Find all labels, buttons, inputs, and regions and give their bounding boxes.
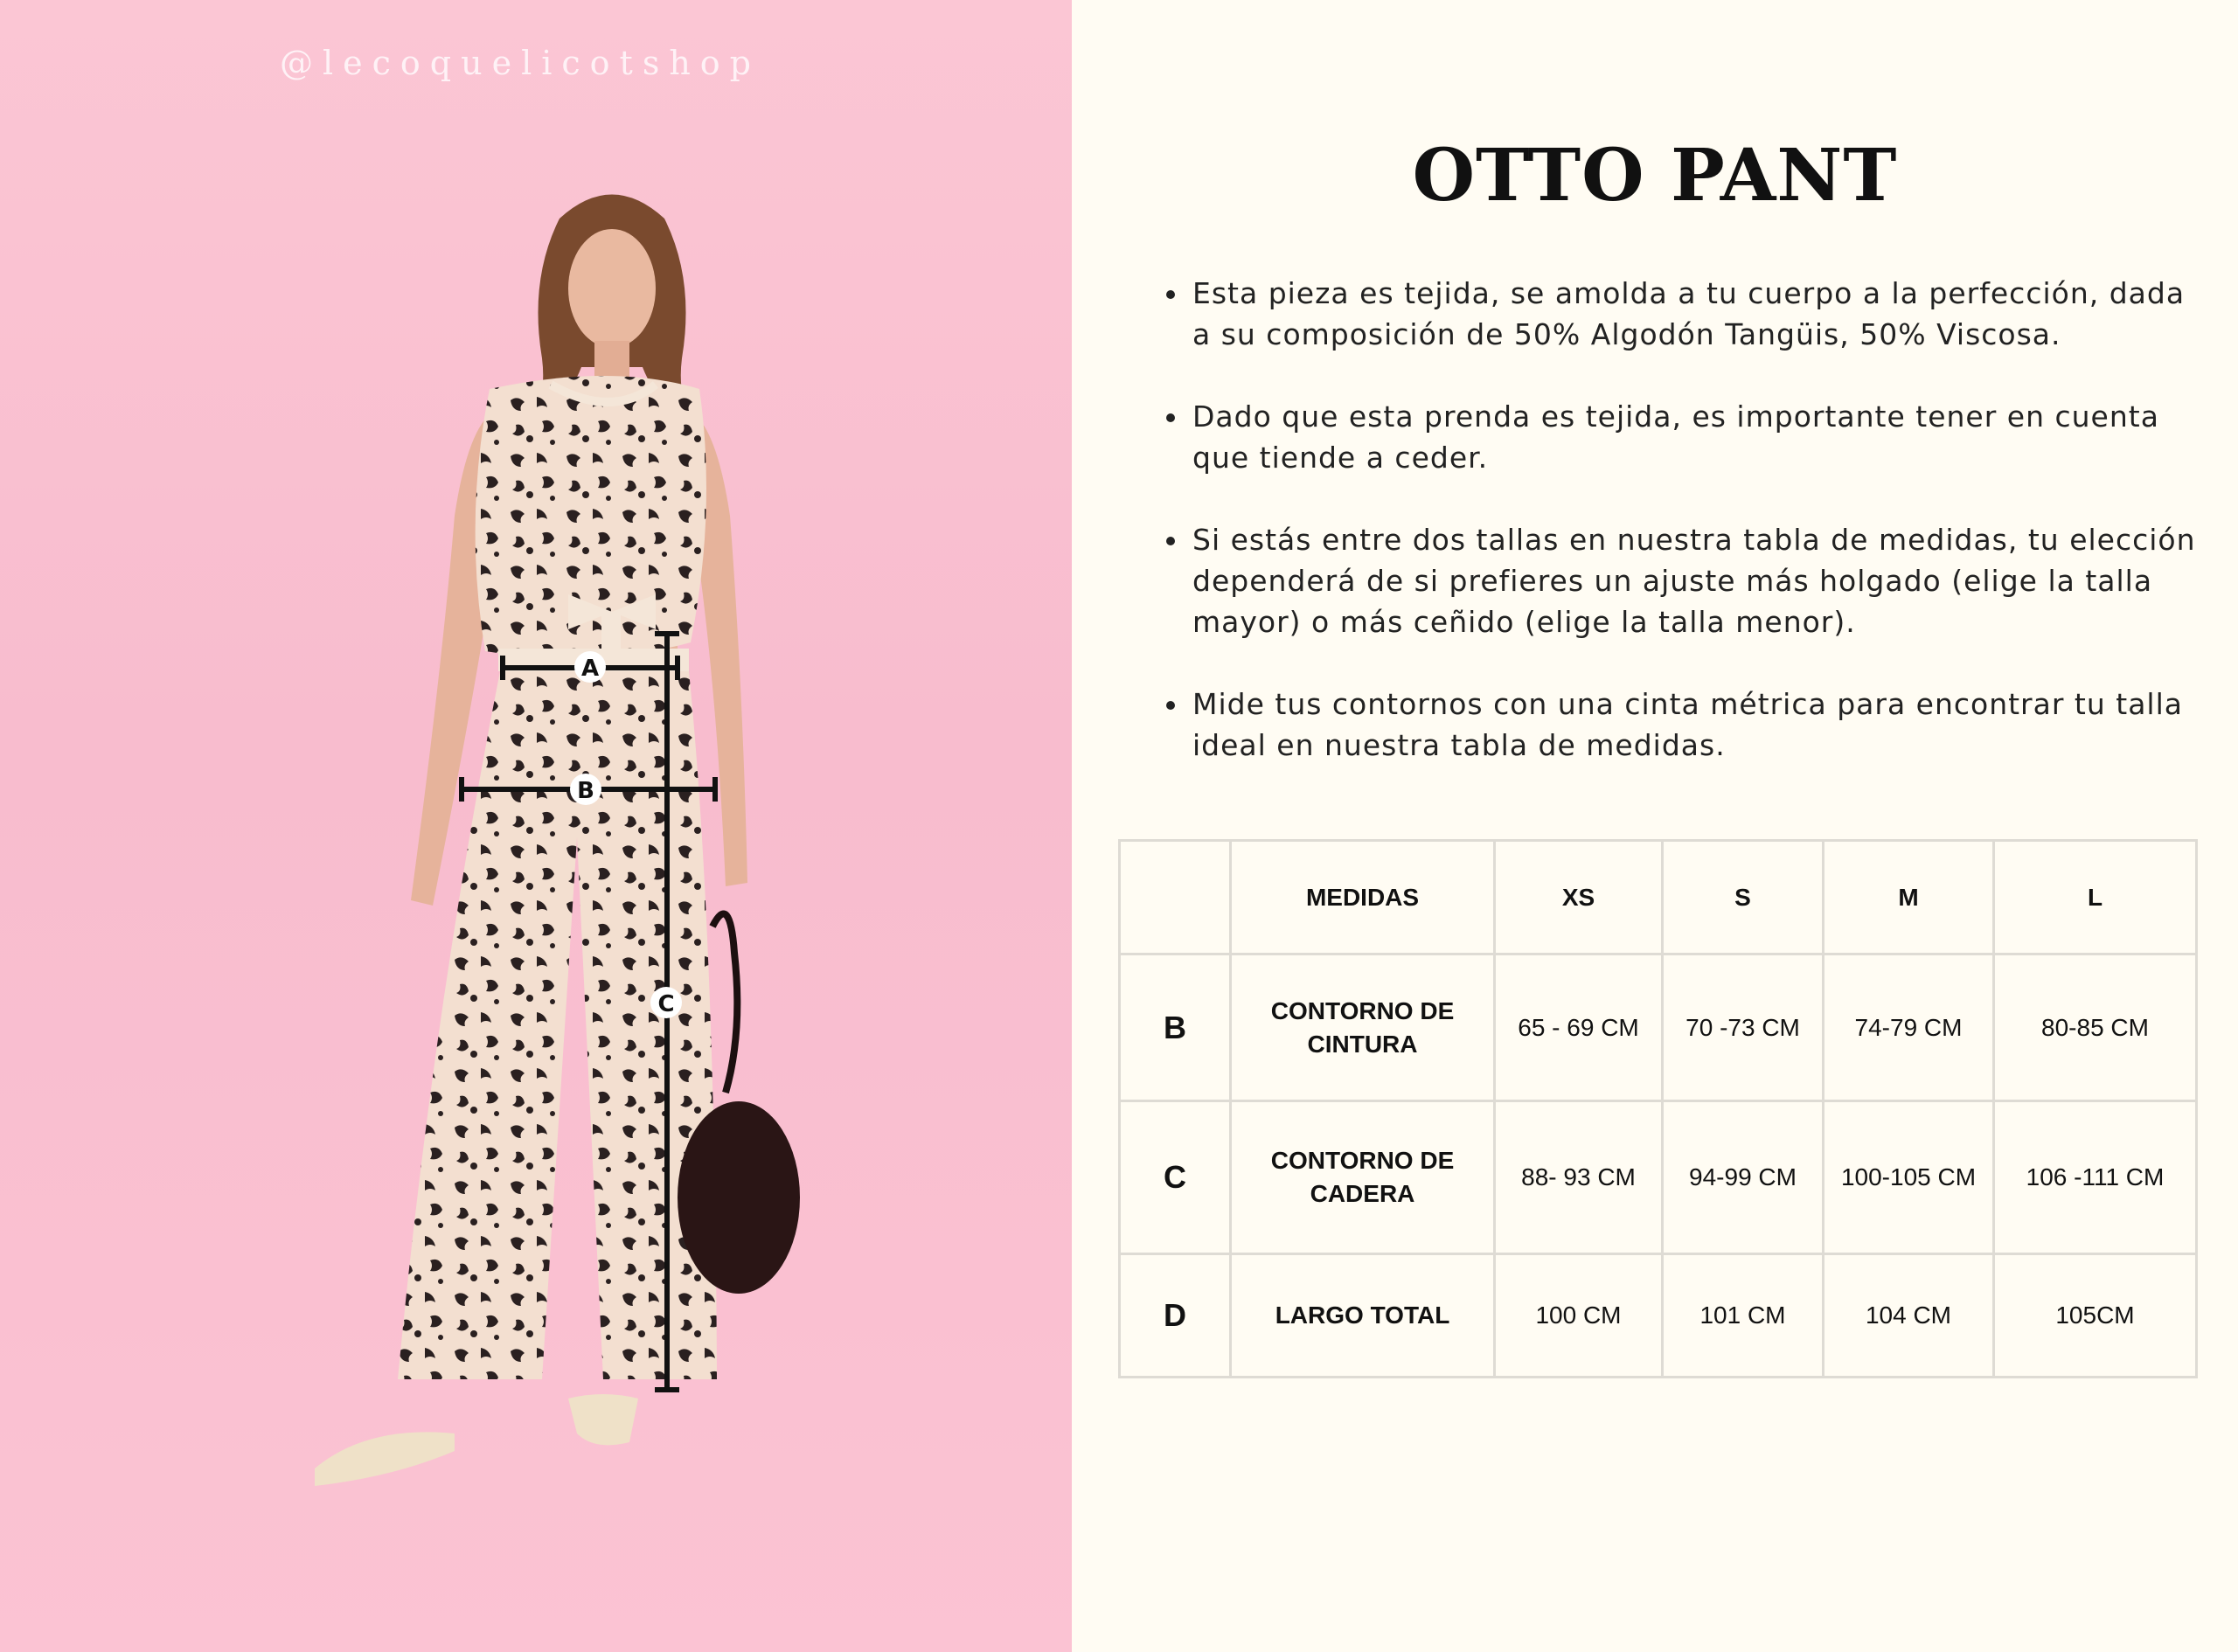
note-item: Dado que esta prenda es tejida, es importante tener en cuenta que tiende a ceder.	[1163, 396, 2212, 478]
instagram-handle: @lecoquelicotshop	[280, 44, 761, 82]
size-value: 94-99 CM	[1663, 1101, 1824, 1254]
header-cell: S	[1663, 841, 1824, 954]
row-measure: CONTORNO DE CINTURA	[1231, 954, 1495, 1101]
row-measure: CONTORNO DE CADERA	[1231, 1101, 1495, 1254]
header-cell: XS	[1495, 841, 1663, 954]
table-row	[1120, 954, 2197, 1101]
size-value: 70 -73 CM	[1663, 954, 1824, 1101]
table-header-row	[1120, 841, 2197, 954]
size-value: 88- 93 CM	[1495, 1101, 1663, 1254]
header-cell: MEDIDAS	[1231, 841, 1495, 954]
row-key: C	[1120, 1101, 1231, 1254]
product-title: OTTO PANT	[1412, 133, 1898, 218]
product-photo	[0, 0, 1072, 1652]
row-measure: LARGO TOTAL	[1231, 1254, 1495, 1378]
size-value: 101 CM	[1663, 1254, 1824, 1378]
size-value: 80-85 CM	[1994, 954, 2197, 1101]
note-item: Si estás entre dos tallas en nuestra tabla de medidas, tu elección dependerá de si prefieres un ajuste más holgado (elige la talla mayor) o más ceñido (elige la talla menor).	[1163, 519, 2212, 642]
note-item: Mide tus contornos con una cinta métrica para encontrar tu talla ideal en nuestra tabla de medidas.	[1163, 684, 2212, 766]
header-cell: L	[1994, 841, 2197, 954]
product-notes	[1163, 273, 2212, 807]
row-key: B	[1120, 954, 1231, 1101]
size-value: 105CM	[1994, 1254, 2197, 1378]
header-cell	[1120, 841, 1231, 954]
size-value: 65 - 69 CM	[1495, 954, 1663, 1101]
marker-b-label: B	[577, 778, 594, 804]
product-details	[1072, 0, 2238, 1652]
size-value: 100 CM	[1495, 1254, 1663, 1378]
table-row	[1120, 1101, 2197, 1254]
size-value: 106 -111 CM	[1994, 1101, 2197, 1254]
row-key: D	[1120, 1254, 1231, 1378]
size-value: 104 CM	[1824, 1254, 1994, 1378]
header-cell: M	[1824, 841, 1994, 954]
model-illustration	[0, 0, 1072, 1652]
note-item: Esta pieza es tejida, se amolda a tu cuerpo a la perfección, dada a su composición de 50% Algodón Tangüis, 50% Viscosa.	[1163, 273, 2212, 355]
size-chart-table	[1118, 839, 2198, 1378]
size-value: 74-79 CM	[1824, 954, 1994, 1101]
size-value: 100-105 CM	[1824, 1101, 1994, 1254]
table-row	[1120, 1254, 2197, 1378]
marker-a-label: A	[580, 656, 600, 682]
marker-c-label: C	[657, 991, 675, 1017]
